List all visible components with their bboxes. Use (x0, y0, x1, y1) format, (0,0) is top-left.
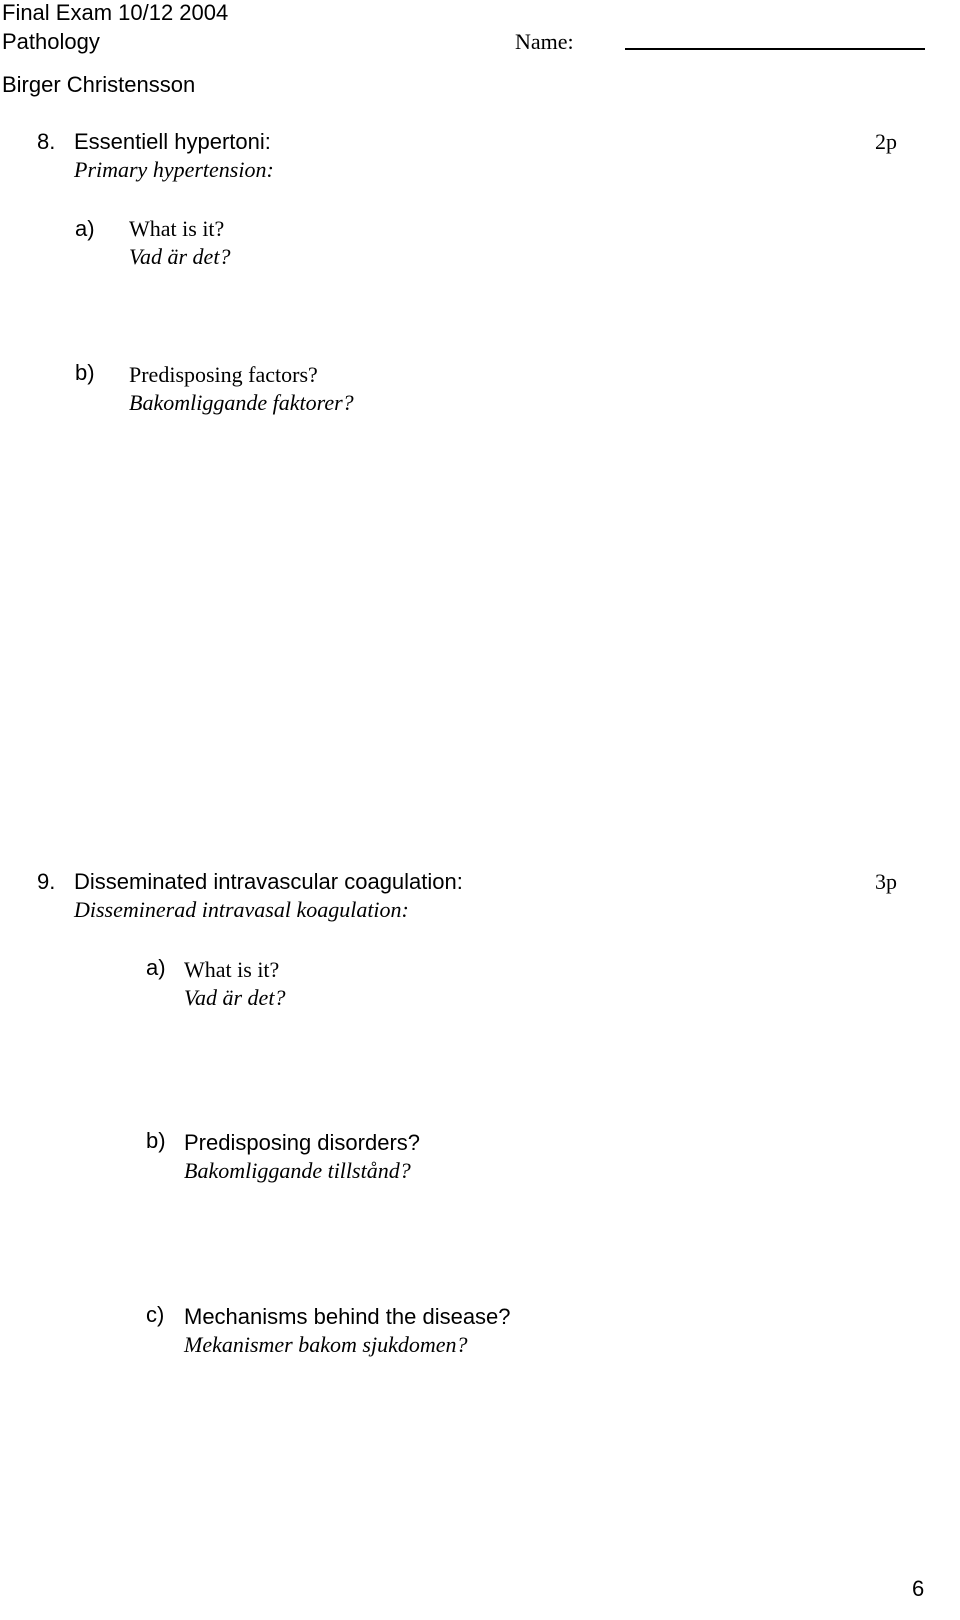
part-letter: b) (146, 1128, 166, 1153)
name-label: Name: (515, 29, 574, 54)
part-prompt-sv: Bakomliggande tillstånd? (184, 1158, 411, 1183)
name-field-line[interactable] (625, 48, 925, 50)
part-prompt-sv: Bakomliggande faktorer? (129, 390, 354, 415)
teacher-name: Birger Christensson (2, 72, 196, 97)
part-prompt-en: Mechanisms behind the disease? (184, 1304, 511, 1329)
part-letter: b) (75, 360, 95, 385)
question-title-sv: Essentiell hypertoni: (74, 129, 271, 154)
part-prompt-en: Predisposing disorders? (184, 1130, 421, 1155)
part-prompt-sv: Vad är det? (129, 244, 231, 269)
part-letter: c) (146, 1302, 165, 1327)
question-title-sv: Disseminerad intravasal koagulation: (74, 897, 409, 922)
part-prompt-en: What is it? (129, 216, 225, 241)
part-letter: a) (146, 955, 166, 980)
part-prompt-sv: Mekanismer bakom sjukdomen? (184, 1332, 468, 1357)
question-points: 3p (875, 869, 897, 894)
part-prompt-en: What is it? (184, 957, 280, 982)
page-number: 6 (912, 1576, 925, 1601)
exam-title: Final Exam 10/12 2004 (2, 0, 229, 25)
question-number: 8. (37, 129, 56, 154)
subject-label: Pathology (2, 29, 100, 54)
question-number: 9. (37, 869, 56, 894)
part-prompt-en: Predisposing factors? (129, 362, 318, 387)
question-title-en: Disseminated intravascular coagulation: (74, 869, 463, 894)
question-points: 2p (875, 129, 897, 154)
part-letter: a) (75, 216, 95, 241)
question-title-en: Primary hypertension: (74, 157, 274, 182)
part-prompt-sv: Vad är det? (184, 985, 286, 1010)
